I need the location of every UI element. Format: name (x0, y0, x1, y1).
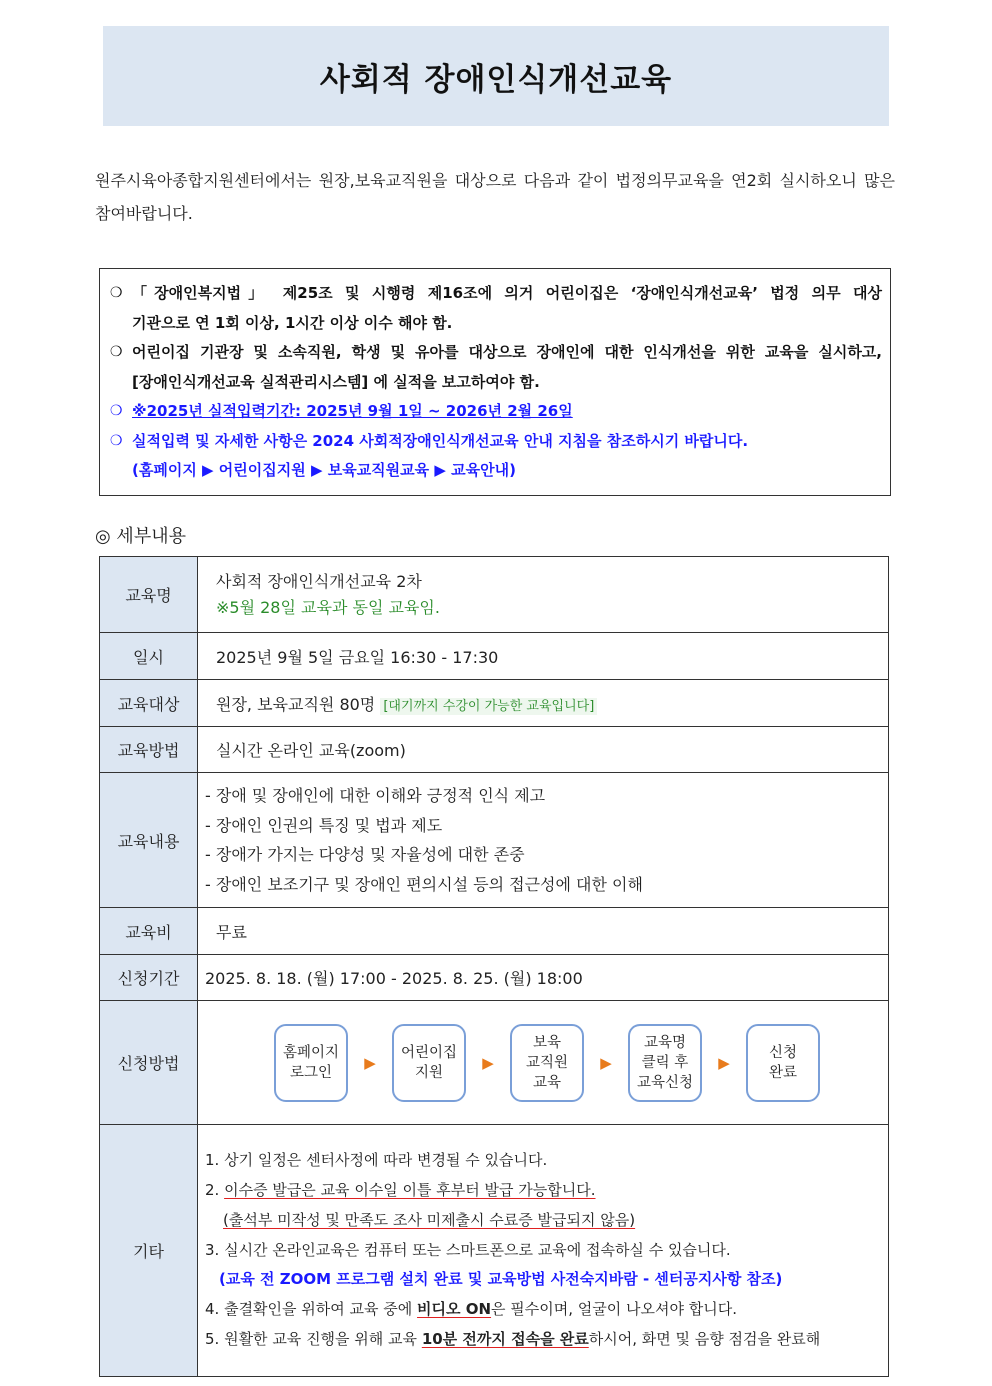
flow-step-complete: 신청 완료 (746, 1024, 820, 1102)
menu-path: (홈페이지 ▶ 어린이집지원 ▶ 보육교직원교육 ▶ 교육안내) (132, 461, 516, 479)
course-fee: 무료 (198, 908, 889, 955)
arrow-right-icon: ▶ (482, 1053, 494, 1072)
list-item: - 장애 및 장애인에 대한 이해와 긍정적 인식 제고 (205, 786, 546, 805)
list-item: - 장애인 인권의 특징 및 법과 제도 (205, 815, 443, 835)
flow-step-homepage-login: 홈페이지 로그인 (274, 1024, 348, 1102)
notice-box: ❍ 「장애인복지법」 제25조 및 시행령 제16조에 의거 어린이집은 ‘장애인식개선교육’ 법정 의무 대상 기관으로 연 1회 이상, 1시간 이상 이수 해야 함. ❍ 어린이집 기관장 및 소속직원, 학생 및 유아를 대상으로 장애인에 대한 인식개선을 위한 교육을 실시하고, [장애인식개선교육 실적관리시스템] 에 실적을 보고하여야 함. ❍ ※2025년 실적입력기간: 2025년 9월 1일 ~ 2026년 2월 26일 ❍ 실적입력 및 자세한 사항은 2024 사회적장애인식개선교육 안내 지침을 참조하시기 바랍니다. (홈페이지 ▶ 어린이집지원 ▶ 보육교직원교육 ▶ 교육안내) (99, 268, 891, 496)
row-label: 신청기간 (100, 955, 198, 1001)
notice-item-3: ❍ ※2025년 실적입력기간: 2025년 9월 1일 ~ 2026년 2월 26일 (110, 397, 882, 427)
title-banner (103, 26, 889, 126)
flow-step-click-apply: 교육명 클릭 후 교육신청 (628, 1024, 702, 1102)
course-target: 원장, 보육교직원 80명 (216, 694, 376, 714)
detail-table (99, 556, 889, 1377)
table-row (100, 727, 889, 773)
notice-item-1: ❍ 「장애인복지법」 제25조 및 시행령 제16조에 의거 어린이집은 ‘장애인식개선교육’ 법정 의무 대상 (110, 279, 882, 309)
course-note: ※5월 28일 교육과 동일 교육임. (216, 597, 440, 617)
arrow-right-icon: ▶ (364, 1053, 376, 1072)
course-method: 실시간 온라인 교육(zoom) (198, 727, 889, 773)
row-label: 교육방법 (100, 727, 198, 773)
arrow-right-icon: ▶ (600, 1053, 612, 1072)
list-item: - 장애가 가지는 다양성 및 자율성에 대한 존중 (205, 845, 525, 864)
flow-step-daycare-support: 어린이집 지원 (392, 1024, 466, 1102)
etc-notes: 1. 상기 일정은 센터사정에 따라 변경될 수 있습니다. 2. 이수증 발급은 교육 이수일 이틀 후부터 발급 가능합니다. (출석부 미작성 및 만족도 조사 미제출시 수료증 발급되지 않음) 3. 실시간 온라인교육은 컴퓨터 또는 스마트폰으로 교육에 접속하실 수 있습니다. (교육 전 ZOOM 프로그램 설치 완료 및 교육방법 사전숙지바람 - 센터공지사항 참조) 4. 출결확인을 위하여 교육 중에 비디오 ON은 필수이며, 얼굴이 나오셔야 합니다. 5. 원활한 교육 진행을 위해 교육 10분 전까지 접속을 완료하시어, 화면 및 음향 점검을 완료해 (198, 1125, 889, 1377)
row-label: 교육내용 (100, 773, 198, 908)
row-label: 신청방법 (100, 1001, 198, 1125)
notice-item-4: ❍ 실적입력 및 자세한 사항은 2024 사회적장애인식개선교육 안내 지침을 참조하시기 바랍니다. (110, 427, 882, 457)
circle-bullet-icon: ❍ (110, 285, 123, 301)
list-item: - 장애인 보조기구 및 장애인 편의시설 등의 접근성에 대한 이해 (205, 874, 643, 894)
row-label: 교육대상 (100, 680, 198, 727)
course-date: 2025년 9월 5일 금요일 16:30 - 17:30 (198, 633, 889, 680)
circle-bullet-icon: ❍ (110, 403, 123, 419)
arrow-right-icon: ▶ (718, 1053, 730, 1072)
target-note: [대기까지 수강이 가능한 교육입니다] (380, 698, 597, 715)
course-content (198, 773, 889, 908)
table-row (100, 1125, 889, 1377)
circle-bullet-icon: ❍ (110, 432, 123, 449)
notice-item-2: ❍ 어린이집 기관장 및 소속직원, 학생 및 유아를 대상으로 장애인에 대한 인식개선을 위한 교육을 실시하고, (110, 338, 882, 368)
table-row (100, 1001, 889, 1125)
row-label: 기타 (100, 1125, 198, 1377)
table-row (100, 680, 889, 727)
table-row (100, 633, 889, 680)
course-name: 사회적 장애인식개선교육 2차 (216, 571, 422, 591)
table-row (100, 955, 889, 1001)
apply-flow (198, 1024, 888, 1102)
apply-period: 2025. 8. 18. (월) 17:00 - 2025. 8. 25. (월) 18:00 (198, 955, 889, 1001)
table-row (100, 557, 889, 633)
intro-paragraph: 원주시육아종합지원센터에서는 원장,보육교직원을 대상으로 다음과 같이 법정의무교육을 연2회 실시하오니 많은 참여바랍니다. (95, 171, 895, 223)
section-title: ◎ 세부내용 (95, 526, 186, 547)
page-title: 사회적 장애인식개선교육 (319, 61, 673, 98)
row-label: 교육비 (100, 908, 198, 955)
table-row (100, 773, 889, 908)
table-row (100, 908, 889, 955)
row-label: 교육명 (100, 557, 198, 633)
row-label: 일시 (100, 633, 198, 680)
circle-bullet-icon: ❍ (110, 344, 123, 360)
flow-step-staff-education: 보육 교직원 교육 (510, 1024, 584, 1102)
